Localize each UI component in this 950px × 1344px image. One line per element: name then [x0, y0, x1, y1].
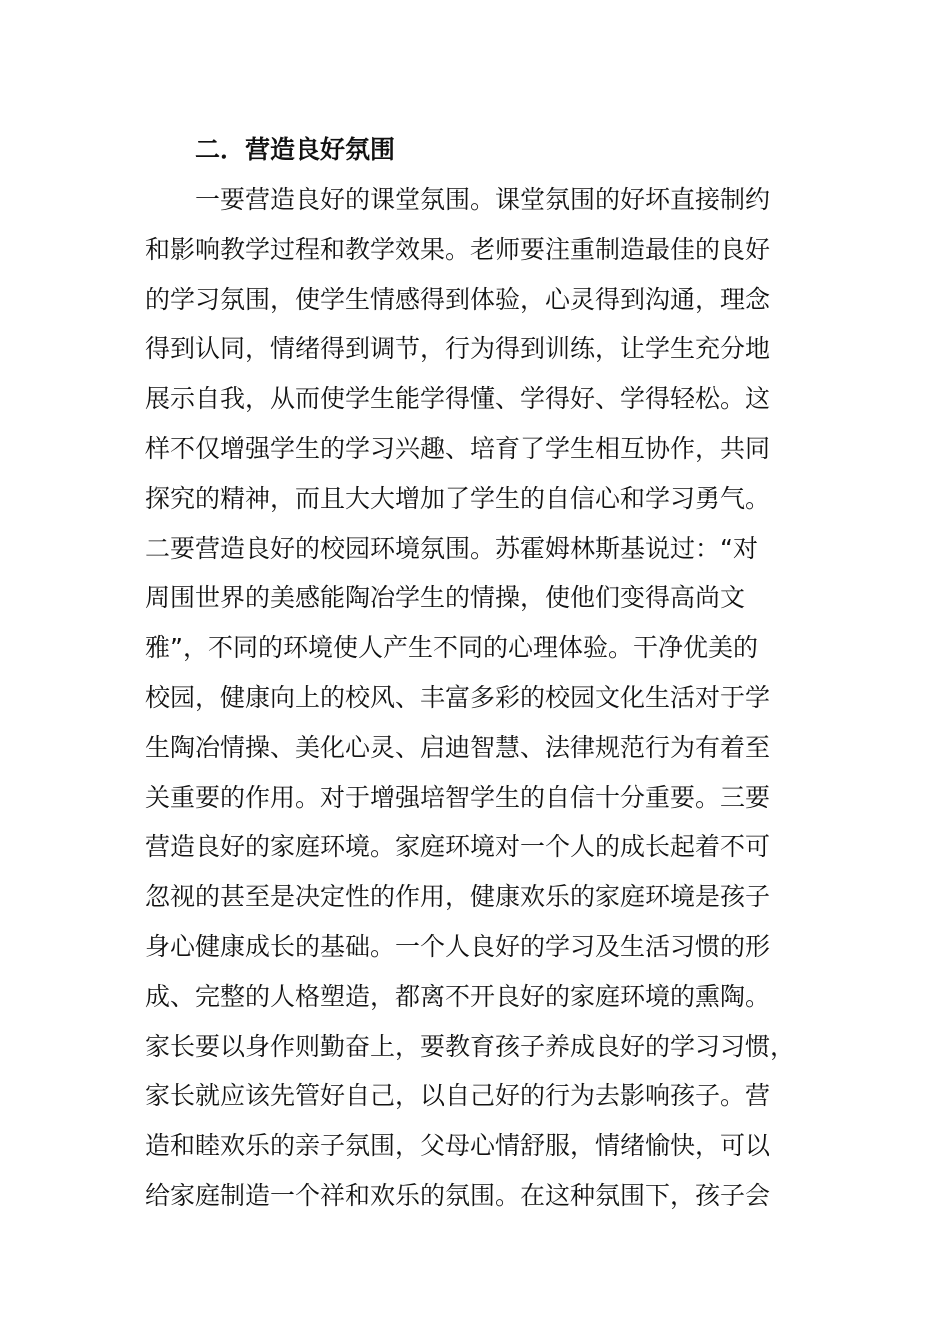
section-heading: 二．营造良好氛围 [195, 135, 396, 164]
text-line: 忽视的甚至是决定性的作用，健康欢乐的家庭环境是孩子 [145, 882, 771, 912]
text-line: 给家庭制造一个祥和欢乐的氛围。在这种氛围下，孩子会 [145, 1180, 771, 1210]
text-line: 样不仅增强学生的学习兴趣、培育了学生相互协作，共同 [145, 433, 771, 463]
text-line: 家长要以身作则勤奋上，要教育孩子养成良好的学习习惯， [145, 1031, 796, 1061]
text-line: 探究的精神，而且大大增加了学生的自信心和学习勇气。 [145, 483, 771, 513]
text-line: 造和睦欢乐的亲子氛围，父母心情舒服，情绪愉快，可以 [145, 1131, 771, 1161]
text-line: 雅”，不同的环境使人产生不同的心理体验。干净优美的 [145, 633, 758, 663]
text-line: 和影响教学过程和教学效果。老师要注重制造最佳的良好 [145, 234, 771, 264]
text-line: 展示自我，从而使学生能学得懂、学得好、学得轻松。这 [145, 384, 771, 414]
text-line: 一要营造良好的课堂氛围。课堂氛围的好坏直接制约 [145, 185, 771, 214]
text-line: 的学习氛围，使学生情感得到体验，心灵得到沟通，理念 [145, 284, 771, 314]
text-line: 生陶冶情操、美化心灵、启迪智慧、法律规范行为有着至 [145, 732, 771, 762]
text-line: 家长就应该先管好自己，以自己好的行为去影响孩子。营 [145, 1081, 771, 1111]
text-line: 得到认同，情绪得到调节，行为得到训练，让学生充分地 [145, 334, 771, 364]
text-line: 关重要的作用。对于增强培智学生的自信十分重要。三要 [145, 782, 771, 812]
text-line: 周围世界的美感能陶冶学生的情操，使他们变得高尚文 [145, 583, 746, 613]
text-line: 校园，健康向上的校风、丰富多彩的校园文化生活对于学 [145, 682, 771, 712]
text-line: 营造良好的家庭环境。家庭环境对一个人的成长起着不可 [145, 832, 771, 862]
text-line: 成、完整的人格塑造，都离不开良好的家庭环境的熏陶。 [145, 981, 771, 1011]
text-line: 二要营造良好的校园环境氛围。苏霍姆林斯基说过：“对 [145, 533, 758, 563]
body-paragraph [145, 175, 805, 1221]
text-line: 身心健康成长的基础。一个人良好的学习及生活习惯的形 [145, 931, 771, 961]
